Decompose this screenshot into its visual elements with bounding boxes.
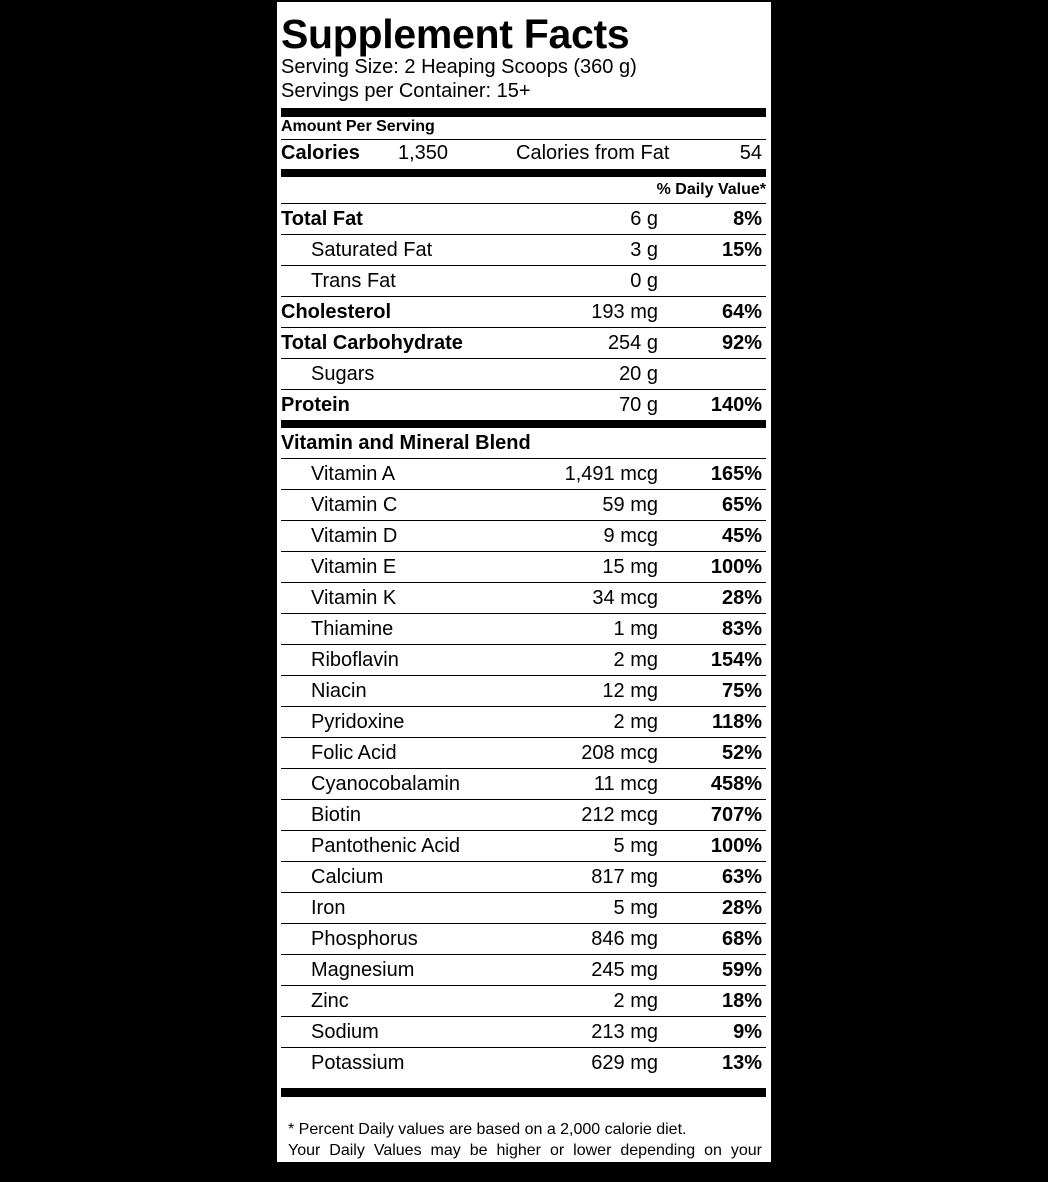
calories-row <box>281 140 766 169</box>
nutrient-name: Niacin <box>311 680 367 702</box>
nutrient-amount: 12 mg <box>602 680 658 702</box>
nutrient-daily-value: 83% <box>721 618 762 640</box>
nutrient-name: Biotin <box>311 804 362 826</box>
nutrient-name: Magnesium <box>311 959 415 981</box>
nutrient-name: Iron <box>311 897 346 919</box>
blend-row <box>281 924 766 955</box>
nutrient-amount: 212 mcg <box>581 804 658 826</box>
nutrient-amount: 59 mg <box>602 494 658 516</box>
blend-row <box>281 1048 766 1078</box>
nutrient-amount: 254 g <box>607 332 658 354</box>
blend-row <box>281 521 766 552</box>
nutrient-amount: 20 g <box>619 363 658 385</box>
nutrient-daily-value: 75% <box>721 680 762 702</box>
nutrient-name: Protein <box>281 394 350 416</box>
nutrient-daily-value: 154% <box>710 649 762 671</box>
vitamin-mineral-list <box>281 459 766 1078</box>
blend-row <box>281 831 766 862</box>
supplement-facts-panel <box>277 2 771 1180</box>
blend-header: Vitamin and Mineral Blend <box>281 432 531 454</box>
nutrient-amount: 9 mcg <box>603 525 658 547</box>
calories-from-fat-label: Calories from Fat <box>516 142 670 164</box>
nutrient-amount: 0 g <box>630 270 658 292</box>
nutrient-daily-value: 100% <box>710 556 762 578</box>
nutrient-name: Total Carbohydrate <box>281 332 463 354</box>
nutrient-amount: 846 mg <box>591 928 658 950</box>
nutrient-amount: 2 mg <box>613 649 658 671</box>
nutrient-daily-value: 64% <box>721 301 762 323</box>
nutrient-daily-value: 52% <box>721 742 762 764</box>
nutrient-name: Cyanocobalamin <box>311 773 460 795</box>
nutrient-amount: 213 mg <box>591 1021 658 1043</box>
nutrient-daily-value: 18% <box>721 990 762 1012</box>
nutrient-amount: 208 mcg <box>581 742 658 764</box>
divider-thick <box>281 1088 766 1097</box>
nutrient-daily-value: 15% <box>721 239 762 261</box>
nutrient-daily-value: 92% <box>721 332 762 354</box>
nutrient-name: Sodium <box>311 1021 379 1043</box>
blend-row <box>281 552 766 583</box>
calories-from-fat-value: 54 <box>739 142 762 164</box>
nutrient-row <box>281 297 766 328</box>
divider-medium <box>281 420 766 428</box>
nutrient-row <box>281 266 766 297</box>
nutrient-daily-value: 13% <box>721 1052 762 1074</box>
nutrient-daily-value: 45% <box>721 525 762 547</box>
servings-per-container: Servings per Container: 15+ <box>281 80 531 102</box>
daily-value-header-row <box>281 177 766 204</box>
blend-row <box>281 459 766 490</box>
nutrient-name: Zinc <box>311 990 349 1012</box>
nutrient-name: Riboflavin <box>311 649 399 671</box>
nutrient-amount: 5 mg <box>613 835 658 857</box>
nutrient-daily-value: 68% <box>721 928 762 950</box>
nutrient-daily-value: 59% <box>721 959 762 981</box>
nutrient-amount: 70 g <box>619 394 658 416</box>
nutrient-daily-value: 458% <box>710 773 762 795</box>
nutrient-name: Trans Fat <box>311 270 396 292</box>
nutrient-daily-value: 63% <box>721 866 762 888</box>
nutrient-daily-value: 9% <box>733 1021 762 1043</box>
blend-row <box>281 738 766 769</box>
nutrient-row <box>281 204 766 235</box>
nutrient-name: Phosphorus <box>311 928 418 950</box>
panel-title: Supplement Facts <box>281 11 630 57</box>
nutrient-name: Sugars <box>311 363 375 385</box>
blend-row <box>281 614 766 645</box>
nutrient-amount: 817 mg <box>591 866 658 888</box>
blend-row <box>281 893 766 924</box>
blend-row <box>281 676 766 707</box>
nutrient-amount: 5 mg <box>613 897 658 919</box>
calories-value: 1,350 <box>398 142 449 164</box>
footnote-line-1: * Percent Daily values are based on a 2,000 calorie diet. <box>288 1121 687 1138</box>
divider-thick <box>281 108 766 117</box>
nutrient-amount: 245 mg <box>591 959 658 981</box>
footnote <box>288 1119 762 1182</box>
nutrient-row <box>281 235 766 266</box>
nutrient-name: Vitamin E <box>311 556 397 578</box>
nutrient-amount: 193 mg <box>591 301 658 323</box>
blend-row <box>281 583 766 614</box>
blend-row <box>281 490 766 521</box>
divider-medium <box>281 169 766 177</box>
nutrient-daily-value: 28% <box>721 587 762 609</box>
nutrient-amount: 1,491 mcg <box>564 463 658 485</box>
nutrient-daily-value: 165% <box>710 463 762 485</box>
nutrient-amount: 34 mcg <box>592 587 658 609</box>
blend-row <box>281 1017 766 1048</box>
nutrient-daily-value: 65% <box>721 494 762 516</box>
serving-size: Serving Size: 2 Heaping Scoops (360 g) <box>281 56 637 78</box>
amount-per-serving-row <box>281 117 766 140</box>
blend-row <box>281 769 766 800</box>
nutrient-daily-value: 118% <box>711 711 762 733</box>
calories-label: Calories <box>281 142 360 164</box>
nutrient-row <box>281 390 766 420</box>
nutrient-amount: 629 mg <box>591 1052 658 1074</box>
nutrient-name: Cholesterol <box>281 301 392 323</box>
nutrient-name: Vitamin K <box>311 587 397 609</box>
amount-per-serving-label: Amount Per Serving <box>281 118 435 135</box>
nutrient-name: Folic Acid <box>311 742 397 764</box>
nutrient-daily-value: 707% <box>710 804 762 826</box>
nutrient-name: Pyridoxine <box>311 711 405 733</box>
daily-value-header: % Daily Value* <box>656 181 766 198</box>
nutrient-row <box>281 359 766 390</box>
nutrient-amount: 15 mg <box>602 556 658 578</box>
nutrient-name: Vitamin C <box>311 494 398 516</box>
blend-header-row <box>281 428 766 459</box>
blend-row <box>281 645 766 676</box>
blend-row <box>281 707 766 738</box>
nutrient-name: Vitamin D <box>311 525 398 547</box>
nutrient-amount: 11 mcg <box>593 773 658 795</box>
nutrient-name: Saturated Fat <box>311 239 433 261</box>
nutrient-daily-value: 28% <box>721 897 762 919</box>
nutrient-amount: 2 mg <box>613 990 658 1012</box>
nutrient-name: Potassium <box>311 1052 405 1074</box>
nutrient-name: Total Fat <box>281 208 363 230</box>
nutrient-amount: 6 g <box>630 208 658 230</box>
nutrient-amount: 3 g <box>630 239 658 261</box>
nutrient-name: Thiamine <box>311 618 394 640</box>
nutrient-daily-value: 140% <box>710 394 762 416</box>
nutrient-name: Pantothenic Acid <box>311 835 460 857</box>
nutrient-daily-value: 100% <box>710 835 762 857</box>
nutrient-name: Calcium <box>311 866 384 888</box>
blend-row <box>281 986 766 1017</box>
macro-nutrients-list <box>281 204 766 420</box>
nutrient-name: Vitamin A <box>311 463 396 485</box>
blend-row <box>281 862 766 893</box>
nutrient-row <box>281 328 766 359</box>
nutrient-amount: 2 mg <box>613 711 658 733</box>
blend-row <box>281 800 766 831</box>
footnote-line-2: Your Daily Values may be higher or lower depending on your calorie needs. <box>288 1142 762 1180</box>
nutrient-amount: 1 mg <box>613 618 658 640</box>
nutrient-daily-value: 8% <box>733 208 762 230</box>
blend-row <box>281 955 766 986</box>
